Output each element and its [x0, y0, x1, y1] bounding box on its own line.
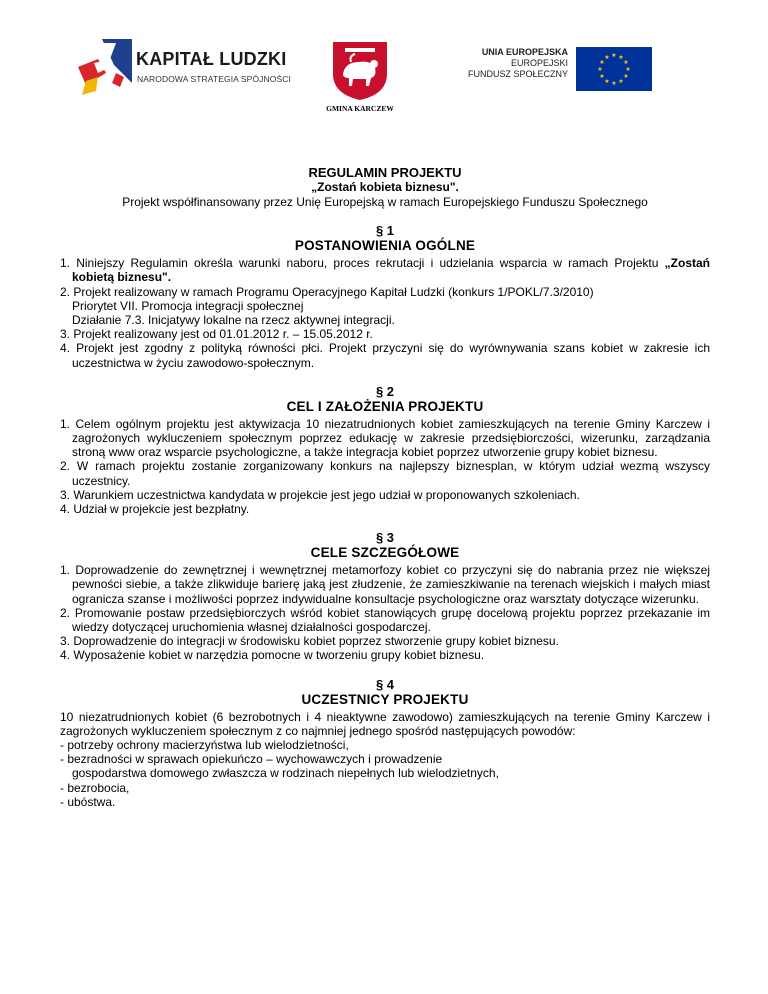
project-name: „Zostań kobieta biznesu". [311, 180, 459, 194]
section-3 [60, 530, 710, 662]
list-item: 1. Doprowadzenie do zewnętrznej i wewnętrznej metamorfozy kobiet co przyczyni się do nabrania przez nie większej pewności siebie, a także zlikwiduje barierę jaką jest złudzenie, że zamieszkiwanie na terenach wiejskich i małych miast ogranicza szanse i możliwości poprzez indywidualne konsultacje psychologiczne oraz warsztaty dotyczące wizerunku. [60, 563, 710, 606]
svg-text:★: ★ [623, 59, 629, 66]
svg-text:★: ★ [599, 73, 605, 80]
list-item-continuation: Działanie 7.3. Inicjatywy lokalne na rzecz aktywnej integracji. [72, 313, 395, 328]
section-4 [60, 677, 710, 809]
project-name-inline: „Zostań kobietą biznesu". [72, 256, 710, 285]
logo-header [0, 0, 768, 130]
svg-text:★: ★ [599, 59, 605, 66]
list-item: 4. Wyposażenie kobiet w narzędzia pomocne w tworzeniu grupy kobiet biznesu. [60, 648, 485, 663]
ue-logo [458, 45, 658, 95]
section-number: § 1 [375, 223, 395, 239]
section-intro: 10 niezatrudnionych kobiet (6 bezrobotnych i 4 nieaktywne zawodowo) zamieszkujących na terenie Gminy Karczew i zagrożonych wykluczeniem społecznym z co najmniej jednego spośród następujących powodów: [60, 709, 710, 738]
svg-text:★: ★ [611, 52, 617, 59]
svg-text:★: ★ [618, 78, 624, 85]
list-item: 3. Projekt realizowany jest od 01.01.2012 r. – 15.05.2012 r. [60, 327, 373, 342]
item-text: 1. Niniejszy Regulamin określa warunki naboru, proces rekrutacji i udzielania wsparcia w ramach Projektu [60, 256, 665, 271]
svg-text:★: ★ [625, 66, 631, 73]
list-item-continuation: Priorytet VII. Promocja integracji społecznej [72, 298, 304, 313]
list-item: 3. Doprowadzenie do integracji w środowisku kobiet poprzez stworzenie grupy kobiet biznesu. [60, 634, 559, 649]
section-title: POSTANOWIENIA OGÓLNE [294, 238, 476, 254]
list-item: 2. Projekt realizowany w ramach Programu Operacyjnego Kapitał Ludzki (konkurs 1/POKL/7.3/2010) [60, 284, 594, 299]
section-title: CEL I ZAŁOŻENIA PROJEKTU [286, 398, 484, 414]
kapital-ludzki-title: KAPITAŁ LUDZKI [136, 49, 287, 69]
svg-text:★: ★ [604, 78, 610, 85]
section-number: § 3 [375, 530, 395, 546]
list-item: - bezrobocia, [60, 780, 130, 795]
svg-text:★: ★ [618, 54, 624, 61]
svg-text:★: ★ [597, 66, 603, 73]
section-2 [60, 384, 710, 516]
document-title: REGULAMIN PROJEKTU [308, 165, 462, 180]
kapital-ludzki-logo [76, 37, 316, 97]
funding-note: Projekt współfinansowany przez Unię Europejską w ramach Europejskiego Funduszu Społecznego [122, 195, 648, 209]
eu-flag-icon [576, 47, 652, 91]
gmina-karczew-logo [326, 38, 394, 120]
ue-text [458, 47, 568, 80]
svg-text:★: ★ [611, 80, 617, 87]
list-item-continuation: gospodarstwa domowego zwłaszcza w rodzinach niepełnych lub wielodzietnych, [72, 766, 499, 781]
ue-line3: FUNDUSZ SPOŁECZNY [467, 69, 568, 79]
list-item: - bezradności w sprawach opiekuńczo – wychowawczych i prowadzenie [60, 752, 443, 767]
list-item: 2. W ramach projektu zostanie zorganizowany konkurs na najlepszy biznesplan, w którym udział wezmą wszyscy uczestnicy. [60, 459, 710, 488]
document-body [60, 165, 710, 809]
kapital-ludzki-emblem-icon [76, 37, 134, 97]
crest-icon [329, 38, 391, 102]
ue-line2: EUROPEJSKI [510, 58, 568, 68]
list-item: 4. Udział w projekcie jest bezpłatny. [60, 502, 250, 517]
svg-text:★: ★ [604, 54, 610, 61]
list-item: 3. Warunkiem uczestnictwa kandydata w projekcie jest jego udział w proponowanych szkoleniach. [60, 487, 580, 502]
section-title: UCZESTNICY PROJEKTU [301, 691, 469, 707]
kapital-ludzki-subtitle: NARODOWA STRATEGIA SPÓJNOŚCI [137, 74, 291, 84]
section-1 [60, 223, 710, 370]
gmina-name: GMINA KARCZEW [326, 104, 394, 113]
ue-line1: UNIA EUROPEJSKA [481, 47, 568, 57]
section-number: § 4 [375, 676, 395, 692]
list-item: 2. Promowanie postaw przedsiębiorczych wśród kobiet stanowiących grupę docelową projektu poprzez przekazanie im wiedzy dotyczącej uruchomienia własnej działalności gospodarczej. [60, 605, 710, 635]
list-item [60, 256, 710, 284]
list-item: - ubóstwa. [60, 794, 116, 809]
section-number: § 2 [375, 383, 395, 399]
section-title: CELE SZCZEGÓŁOWE [310, 545, 460, 561]
list-item: 1. Celem ogólnym projektu jest aktywizacja 10 niezatrudnionych kobiet zamieszkujących na terenie Gminy Karczew i zagrożonych wykluczeniem społecznym poprzez edukację w zakresie przedsiębiorczości, wizerunku, zarządzania stroną www oraz wsparcie psychologiczne, a także integracja kobiet poprzez utworzenie grupy kobiet biznesu. [60, 416, 710, 460]
list-item: - potrzeby ochrony macierzyństwa lub wielodzietności, [60, 738, 349, 753]
svg-text:★: ★ [623, 73, 629, 80]
list-item: 4. Projekt jest zgodny z polityką równości płci. Projekt przyczyni się do wyrównywania szans kobiet w zakresie ich uczestnictwa w życiu zawodowo-społecznym. [60, 341, 710, 370]
